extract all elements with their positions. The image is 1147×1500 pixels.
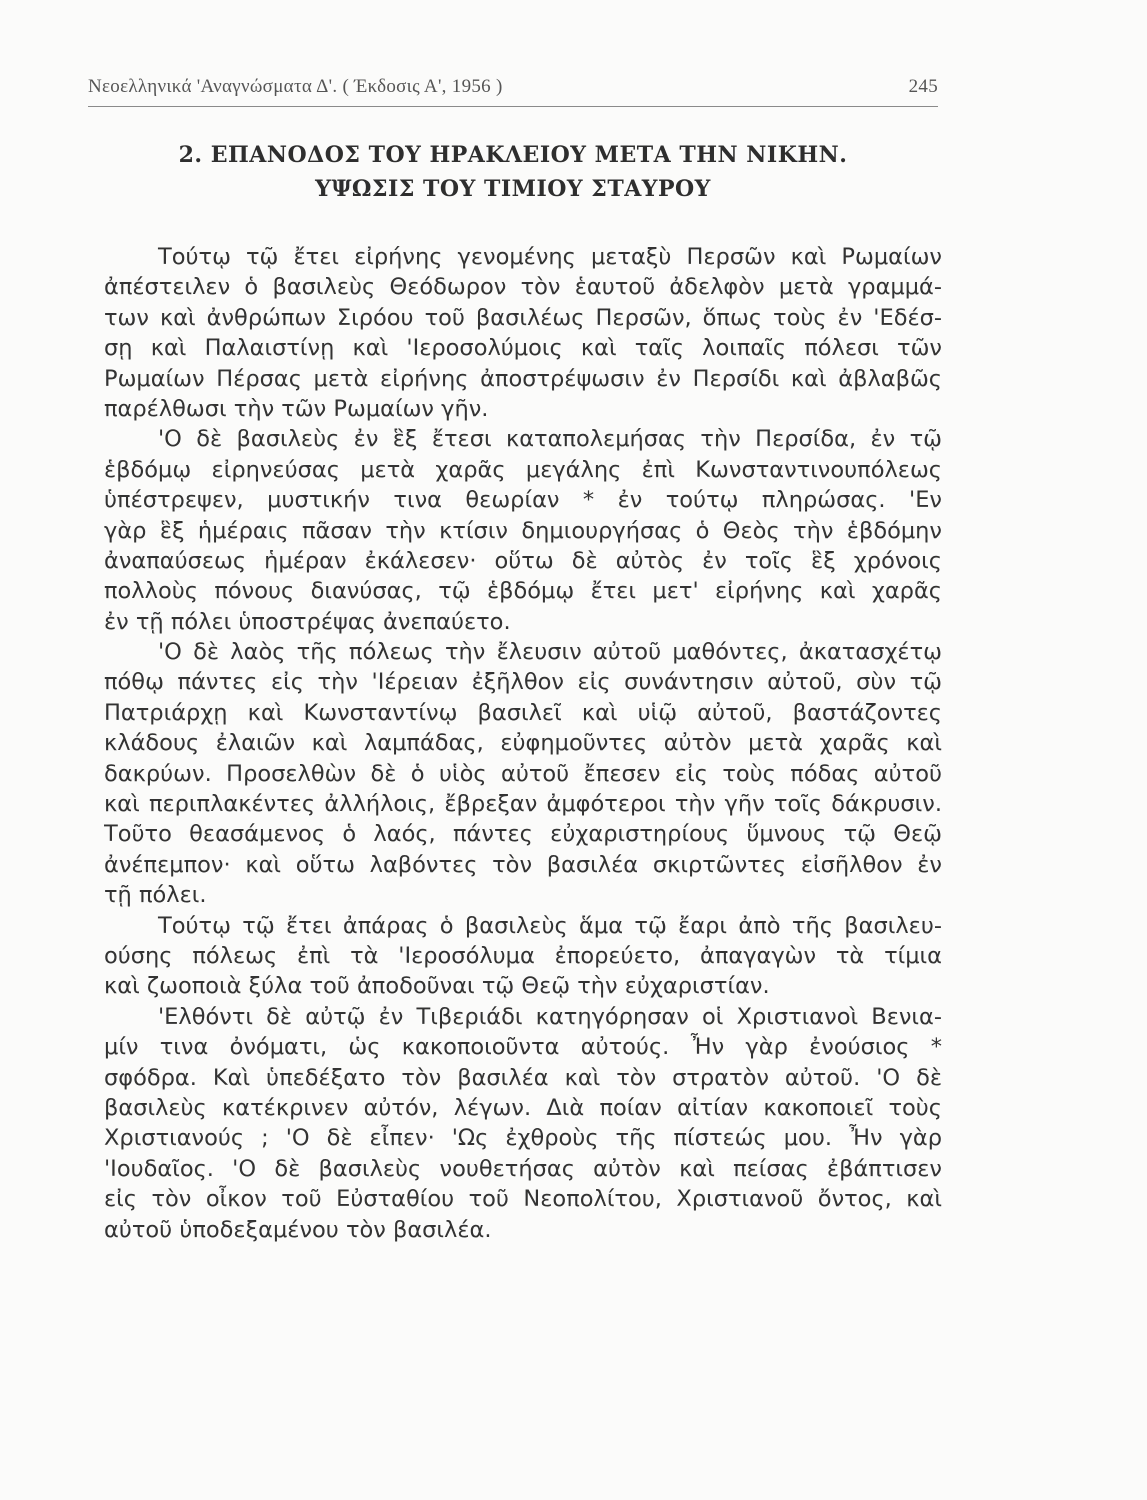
text-line: 'Ελθόντι δὲ αὐτῷ ἐν Τιβεριάδι κατηγόρησαν οἱ Χριστιανοὶ Βενια- — [158, 1003, 942, 1030]
text-line: καὶ περιπλακέντες ἀλλήλοις, ἔβρεξαν ἀμφότεροι τὴν γῆν τοῖς δάκρυσιν. — [104, 791, 942, 818]
body-text — [104, 242, 942, 1245]
text-line: ἑβδόμῳ εἰρηνεύσας μετὰ χαρᾶς μεγάλης ἐπὶ Κωνσταντινουπόλεως — [104, 456, 942, 483]
text-line: εἰς τὸν οἶκον τοῦ Εὐσταθίου τοῦ Νεοπολίτου, Χριστιανοῦ ὄντος, καὶ — [104, 1186, 942, 1213]
text-line: μίν τινα ὀνόματι, ὡς κακοποιοῦντα αὐτούς. Ἦν γὰρ ἐνούσιος * — [104, 1034, 942, 1061]
text-line: τῇ πόλει. — [104, 882, 207, 909]
text-line: αὐτοῦ ὑποδεξαμένου τὸν βασιλέα. — [104, 1216, 492, 1243]
text-line: 'Ιουδαῖος. 'Ο δὲ βασιλεὺς νουθετήσας αὐτὸν καὶ πείσας ἐβάπτισεν — [104, 1155, 942, 1182]
text-line: ἀπέστειλεν ὁ βασιλεὺς Θεόδωρον τὸν ἑαυτοῦ ἀδελφὸν μετὰ γραμμά- — [104, 274, 942, 301]
chapter-subtitle: ΥΨΩΣΙΣ ΤΟΥ ΤΙΜΙΟΥ ΣΤΑΥΡΟΥ — [315, 176, 711, 202]
text-line: Τοῦτο θεασάμενος ὁ λαός, πάντες εὐχαριστηρίους ὕμνους τῷ Θεῷ — [104, 821, 942, 848]
text-line: 'Ο δὲ λαὸς τῆς πόλεως τὴν ἔλευσιν αὐτοῦ μαθόντες, ἀκατασχέτῳ — [158, 639, 942, 666]
text-line: παρέλθωσι τὴν τῶν Ρωμαίων γῆν. — [104, 395, 489, 422]
text-line: βασιλεὺς κατέκρινεν αὐτόν, λέγων. Διὰ ποίαν αἰτίαν κακοποιεῖ τοὺς — [104, 1094, 942, 1121]
text-line: ὑπέστρεψεν, μυστικήν τινα θεωρίαν * ἐν τούτῳ πληρώσας. 'Εν — [104, 487, 942, 514]
text-line: δακρύων. Προσελθὼν δὲ ὁ υἱὸς αὐτοῦ ἔπεσεν εἰς τοὺς πόδας αὐτοῦ — [104, 760, 942, 787]
text-line: των καὶ ἀνθρώπων Σιρόου τοῦ βασιλέως Περσῶν, ὅπως τοὺς ἐν 'Εδέσ- — [104, 304, 942, 331]
text-line: Χριστιανούς ; 'Ο δὲ εἶπεν· 'Ως ἐχθροὺς τῆς πίστεώς μου. Ἦν γὰρ — [104, 1125, 942, 1152]
running-header — [88, 70, 938, 107]
running-title: Νεοελληνικά 'Αναγνώσματα Δ'. ( Έκδοσις Α', 1956 ) — [88, 76, 503, 97]
text-line: κλάδους ἐλαιῶν καὶ λαμπάδας, εὐφημοῦντες αὐτὸν μετὰ χαρᾶς καὶ — [104, 730, 942, 757]
text-line: ἀνέπεμπον· καὶ οὕτω λαβόντες τὸν βασιλέα σκιρτῶντες εἰσῆλθον ἐν — [104, 851, 942, 878]
text-line: σῃ καὶ Παλαιστίνῃ καὶ 'Ιεροσολύμοις καὶ ταῖς λοιπαῖς πόλεσι τῶν — [104, 335, 942, 362]
chapter-title: 2. ΕΠΑΝΟΔΟΣ ΤΟΥ ΗΡΑΚΛΕΙΟΥ ΜΕΤΑ ΤΗΝ ΝΙΚΗΝ. — [178, 142, 848, 168]
text-line: Τούτῳ τῷ ἔτει ἀπάρας ὁ βασιλεὺς ἅμα τῷ ἔαρι ἀπὸ τῆς βασιλευ- — [158, 912, 942, 939]
text-line: πολλοὺς πόνους διανύσας, τῷ ἑβδόμῳ ἔτει μετ' εἰρήνης καὶ χαρᾶς — [104, 578, 942, 605]
text-line: γὰρ ἓξ ἡμέραις πᾶσαν τὴν κτίσιν δημιουργήσας ὁ Θεὸς τὴν ἑβδόμην — [104, 517, 942, 544]
text-line: καὶ ζωοποιὰ ξύλα τοῦ ἀποδοῦναι τῷ Θεῷ τὴν εὐχαριστίαν. — [104, 973, 770, 1000]
page-number: 245 — [908, 76, 938, 97]
text-line: Πατριάρχῃ καὶ Κωνσταντίνῳ βασιλεῖ καὶ υἱῷ αὐτοῦ, βαστάζοντες — [104, 699, 942, 726]
text-line: ἀναπαύσεως ἡμέραν ἐκάλεσεν· οὕτω δὲ αὐτὸς ἐν τοῖς ἓξ χρόνοις — [104, 547, 942, 574]
text-line: ούσης πόλεως ἐπὶ τὰ 'Ιεροσόλυμα ἐπορεύετο, ἀπαγαγὼν τὰ τίμια — [104, 942, 942, 969]
text-line: πόθῳ πάντες εἰς τὴν 'Ιέρειαν ἐξῆλθον εἰς συνάντησιν αὐτοῦ, σὺν τῷ — [104, 669, 942, 696]
text-line: Τούτῳ τῷ ἔτει εἰρήνης γενομένης μεταξὺ Περσῶν καὶ Ρωμαίων — [158, 244, 942, 270]
text-line: 'Ο δὲ βασιλεὺς ἐν ἓξ ἔτεσι καταπολεμήσας τὴν Περσίδα, ἐν τῷ — [158, 426, 942, 453]
text-line: σφόδρα. Καὶ ὑπεδέξατο τὸν βασιλέα καὶ τὸν στρατὸν αὐτοῦ. 'Ο δὲ — [104, 1064, 942, 1091]
text-line: ἐν τῇ πόλει ὑποστρέψας ἀνεπαύετο. — [104, 608, 511, 635]
text-line: Ρωμαίων Πέρσας μετὰ εἰρήνης ἀποστρέψωσιν ἐν Περσίδι καὶ ἀβλαβῶς — [104, 365, 942, 392]
